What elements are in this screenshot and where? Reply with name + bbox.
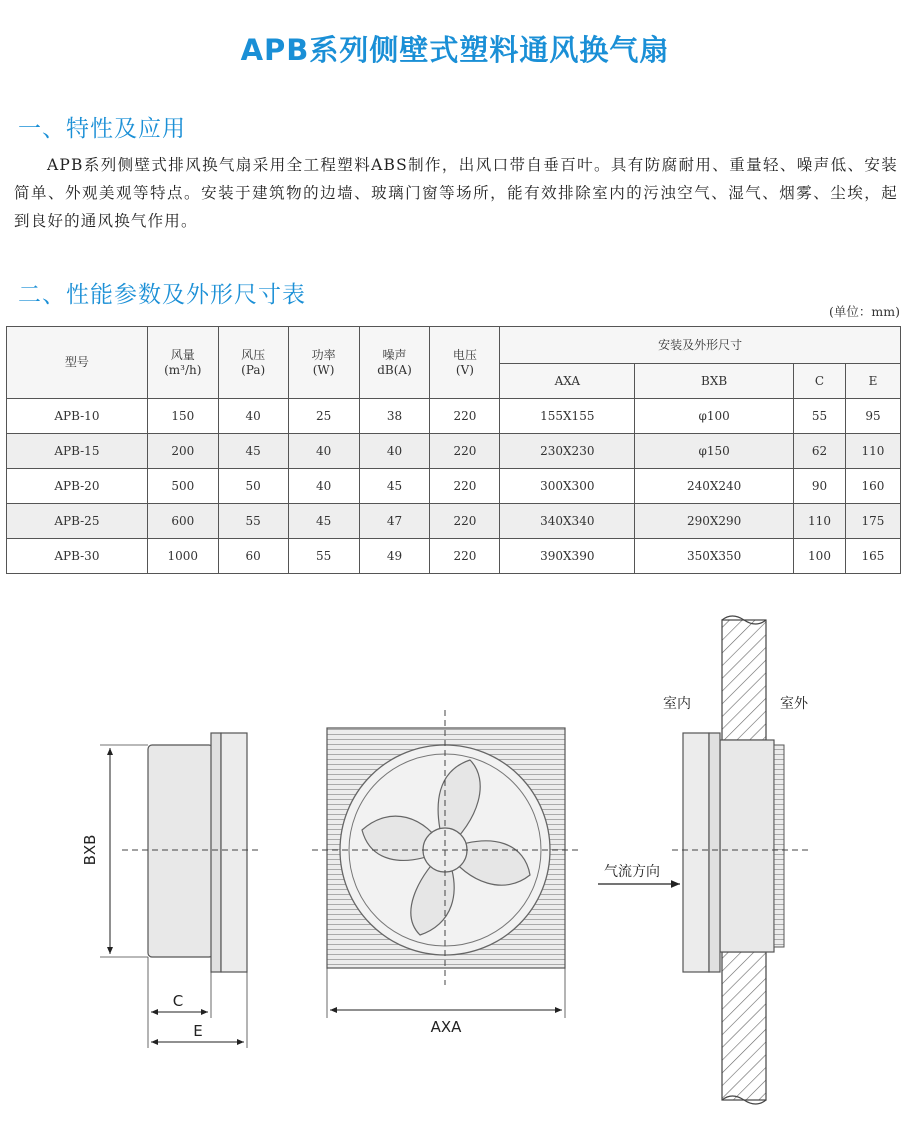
cell-axa: 300X300 [500,469,635,504]
cell-pressure: 45 [218,434,288,469]
cell-voltage: 220 [430,399,500,434]
cell-airflow: 1000 [147,539,218,574]
cell-model: APB-25 [7,504,148,539]
table-row [7,399,901,434]
header-pressure: 风压 (Pa) [218,327,288,399]
front-view-drawing [312,710,580,1036]
cell-c: 90 [794,469,846,504]
side-view-drawing [81,733,262,1048]
outdoor-label: 室外 [780,696,808,712]
table-row [7,539,901,574]
cell-bxb: 350X350 [635,539,794,574]
installation-drawing [598,616,809,1104]
cell-airflow: 200 [147,434,218,469]
header-voltage: 电压 (V) [430,327,500,399]
unit-note: (单位：mm) [829,304,900,319]
table-row [7,469,901,504]
cell-airflow: 500 [147,469,218,504]
cell-noise: 40 [359,434,430,469]
section-heading-features: 一、特性及应用 [18,116,186,142]
cell-model: APB-20 [7,469,148,504]
section-heading-specs: 二、性能参数及外形尺寸表 [18,282,306,308]
header-noise: 噪声 dB(A) [359,327,430,399]
cell-pressure: 40 [218,399,288,434]
cell-e: 160 [845,469,900,504]
header-bxb: BXB [635,364,794,399]
table-row [7,504,901,539]
cell-model: APB-30 [7,539,148,574]
airflow-direction-label: 气流方向 [604,864,660,880]
cell-axa: 340X340 [500,504,635,539]
page-title: APB系列侧壁式塑料通风换气扇 [240,33,670,67]
header-c: C [794,364,846,399]
cell-airflow: 150 [147,399,218,434]
bxb-label: BXB [81,834,99,866]
cell-noise: 38 [359,399,430,434]
axa-label: AXA [430,1018,462,1036]
cell-model: APB-10 [7,399,148,434]
cell-pressure: 60 [218,539,288,574]
header-airflow: 风量 (m³/h) [147,327,218,399]
cell-voltage: 220 [430,539,500,574]
cell-axa: 155X155 [500,399,635,434]
cell-voltage: 220 [430,469,500,504]
cell-e: 95 [845,399,900,434]
cell-bxb: φ150 [635,434,794,469]
cell-axa: 390X390 [500,539,635,574]
cell-bxb: 290X290 [635,504,794,539]
dimension-drawings [0,590,910,1140]
cell-voltage: 220 [430,434,500,469]
cell-noise: 45 [359,469,430,504]
table-row [7,434,901,469]
cell-bxb: φ100 [635,399,794,434]
cell-power: 40 [288,434,359,469]
cell-power: 40 [288,469,359,504]
cell-power: 45 [288,504,359,539]
cell-pressure: 50 [218,469,288,504]
intro-paragraph: APB系列侧壁式排风换气扇采用全工程塑料ABS制作，出风口带自垂百叶。具有防腐耐用、重量轻、噪声低、安装简单、外观美观等特点。安装于建筑物的边墙、玻璃门窗等场所，能有效排除室内的污浊空气、湿气、烟雾、尘埃，起到良好的通风换气作用。 [14,156,898,230]
cell-noise: 49 [359,539,430,574]
indoor-label: 室内 [663,696,691,712]
cell-bxb: 240X240 [635,469,794,504]
header-e: E [845,364,900,399]
header-dimensions: 安装及外形尺寸 [500,327,901,364]
c-label: C [172,992,184,1010]
cell-c: 55 [794,399,846,434]
cell-pressure: 55 [218,504,288,539]
cell-power: 55 [288,539,359,574]
cell-airflow: 600 [147,504,218,539]
cell-c: 100 [794,539,846,574]
cell-c: 110 [794,504,846,539]
cell-e: 165 [845,539,900,574]
header-power: 功率 (W) [288,327,359,399]
header-axa: AXA [500,364,635,399]
cell-c: 62 [794,434,846,469]
cell-model: APB-15 [7,434,148,469]
e-label: E [193,1022,203,1040]
cell-noise: 47 [359,504,430,539]
spec-table [6,326,901,574]
cell-e: 175 [845,504,900,539]
header-model: 型号 [7,327,148,399]
cell-e: 110 [845,434,900,469]
cell-axa: 230X230 [500,434,635,469]
cell-voltage: 220 [430,504,500,539]
cell-power: 25 [288,399,359,434]
